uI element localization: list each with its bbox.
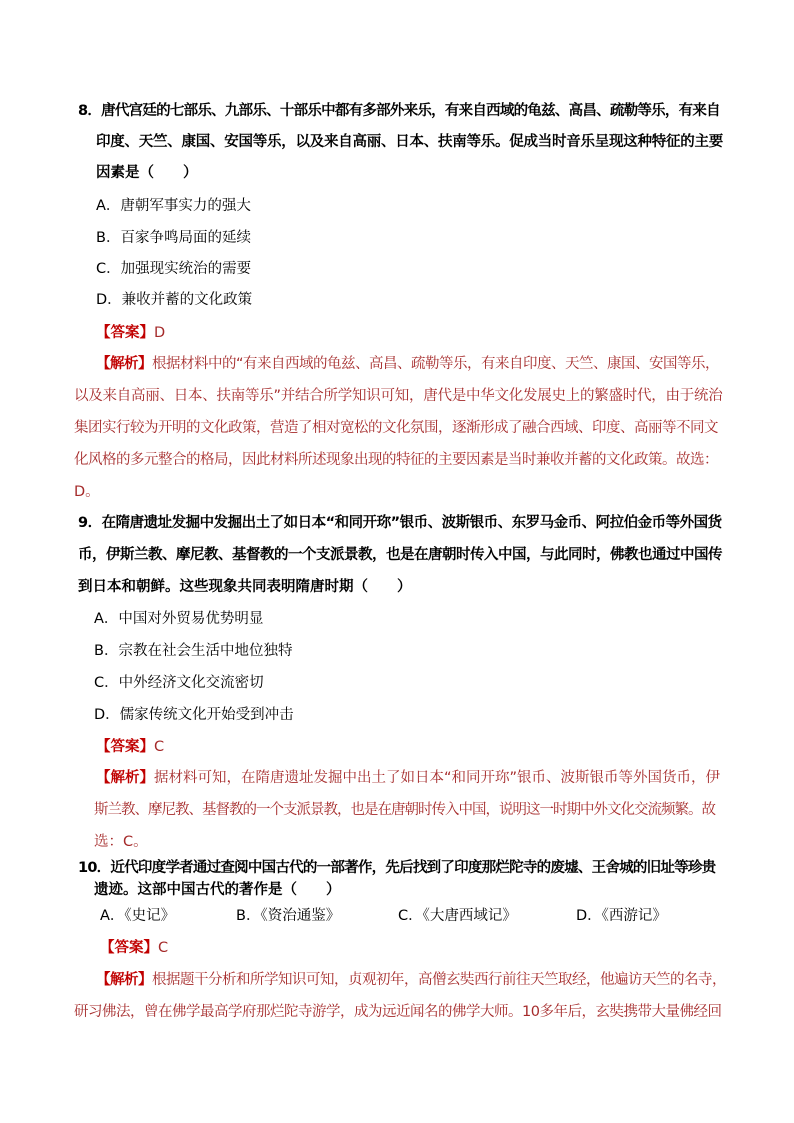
answer-value: D bbox=[154, 325, 166, 341]
q8-analysis-line-4: 化风格的多元整合的格局，因此材料所述现象出现的特征的主要因素是当时兼收并蓄的文化政策。故选： bbox=[74, 452, 718, 468]
q8-option-d: D．兼收并蓄的文化政策 bbox=[96, 292, 253, 308]
q9-analysis-line-1 bbox=[96, 768, 720, 788]
q10-analysis-line-1 bbox=[96, 970, 726, 990]
q9-option-a: A．中国对外贸易优势明显 bbox=[94, 611, 264, 627]
q10-stem-line-1: 10．近代印度学者通过查阅中国古代的一部著作，先后找到了印度那烂陀寺的废墟、王舍城的旧址等珍贵 bbox=[78, 860, 716, 876]
q9-analysis-line-2: 斯兰教、摩尼教、基督教的一个支派景教，也是在唐朝时传入中国，说明这一时期中外文化交流频繁。故 bbox=[94, 802, 715, 818]
q8-answer bbox=[96, 323, 165, 343]
answer-value: C bbox=[158, 940, 169, 956]
q8-stem-line-2: 印度、天竺、康国、安国等乐，以及来自高丽、日本、扶南等乐。促成当时音乐呈现这种特征的主要 bbox=[96, 134, 723, 150]
q9-stem-line-2: 币，伊斯兰教、摩尼教、基督教的一个支派景教，也是在唐朝时传入中国，与此同时，佛教也通过中国传 bbox=[78, 547, 722, 563]
q8-option-b: B．百家争鸣局面的延续 bbox=[96, 230, 251, 246]
q9-option-c: C．中外经济文化交流密切 bbox=[94, 675, 264, 691]
analysis-text: 根据题干分析和所学知识可知，贞观初年，高僧玄奘西行前往天竺取经，他遍访天竺的名寺， bbox=[152, 972, 726, 988]
q10-analysis-line-2: 研习佛法，曾在佛学最高学府那烂陀寺游学，成为远近闻名的佛学大师。10多年后，玄奘携带大量佛经回 bbox=[74, 1004, 722, 1020]
q9-option-d: D．儒家传统文化开始受到冲击 bbox=[94, 707, 294, 723]
q10-stem-line-2: 遗迹。这部中国古代的著作是（ ） bbox=[94, 882, 341, 898]
q8-option-a: A．唐朝军事实力的强大 bbox=[96, 198, 251, 214]
answer-label: 【答案】 bbox=[100, 940, 158, 956]
q10-option-c: C．《大唐西域记》 bbox=[398, 908, 517, 924]
q10-option-a: A．《史记》 bbox=[100, 908, 176, 924]
q8-option-c: C．加强现实统治的需要 bbox=[96, 261, 252, 277]
answer-label: 【答案】 bbox=[96, 739, 154, 755]
q9-stem-line-1: 9．在隋唐遗址发掘中发掘出土了如日本“和同开珎”银币、波斯银币、东罗马金币、阿拉伯金币等外国货 bbox=[78, 515, 722, 531]
q9-answer bbox=[96, 737, 164, 757]
analysis-label: 【解析】 bbox=[96, 356, 152, 372]
analysis-text: 据材料可知，在隋唐遗址发掘中出土了如日本“和同开珎”银币、波斯银币等外国货币，伊 bbox=[154, 770, 721, 786]
analysis-label: 【解析】 bbox=[96, 770, 154, 786]
q10-option-b: B．《资治通鉴》 bbox=[236, 908, 341, 924]
q8-analysis-line-3: 集团实行较为开明的文化政策，营造了相对宽松的文化氛围，逐渐形成了融合西域、印度、高丽等不同文 bbox=[74, 420, 718, 436]
q9-option-b: B．宗教在社会生活中地位独特 bbox=[94, 643, 293, 659]
q8-analysis-line-5: D。 bbox=[74, 484, 100, 500]
q10-answer bbox=[100, 938, 168, 958]
q10-option-d: D．《西游记》 bbox=[576, 908, 667, 924]
q8-analysis-line-2: 以及来自高丽、日本、扶南等乐”并结合所学知识可知，唐代是中华文化发展史上的繁盛时代，由于统治 bbox=[74, 388, 723, 404]
q8-stem-line-1: 8．唐代宫廷的七部乐、九部乐、十部乐中都有多部外来乐，有来自西域的龟兹、高昌、疏勒等乐，有来自 bbox=[78, 103, 720, 119]
q8-stem-line-3: 因素是（ ） bbox=[96, 165, 198, 181]
analysis-text: 根据材料中的“有来自西域的龟兹、高昌、疏勒等乐，有来自印度、天竺、康国、安国等乐， bbox=[152, 356, 720, 372]
q9-stem-line-3: 到日本和朝鲜。这些现象共同表明隋唐时期（ ） bbox=[78, 579, 412, 595]
answer-value: C bbox=[154, 739, 165, 755]
q8-analysis-line-1 bbox=[96, 354, 719, 374]
answer-label: 【答案】 bbox=[96, 325, 154, 341]
q9-analysis-line-3: 选：C。 bbox=[94, 834, 148, 850]
analysis-label: 【解析】 bbox=[96, 972, 152, 988]
